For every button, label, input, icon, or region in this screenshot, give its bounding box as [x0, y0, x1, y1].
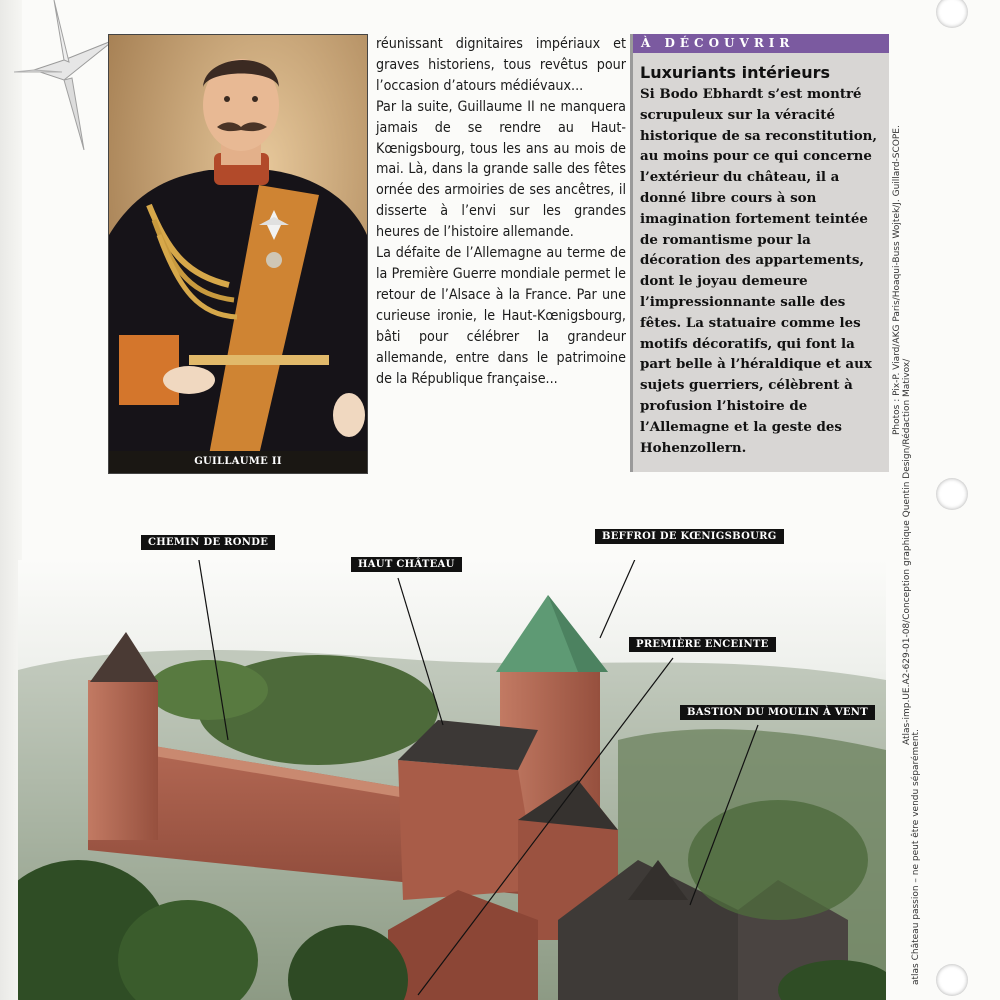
label-bastion: BASTION DU MOULIN À VENT: [680, 705, 875, 720]
paragraph-2: Par la suite, Guillaume II ne manquera jamais de se rendre au Haut-Kœnigsbourg, tous les ans au mois de mai. Là, dans la grande salle des fêtes ornée des armoiries de ses ancêtres, il disserte à l’envi sur les grandes heures de l’histoire allemande.: [376, 98, 626, 241]
credits-line-2: Atlas-imp.UE.A2-629-01-08/Conception graphique Quentin Design/Rédaction Mativox/: [902, 358, 912, 745]
credits-line-1: Photos : Pix-P. Viard/AKG Paris/Hoaqui-Buss Wojtek/J. Guillard-SCOPE.: [892, 125, 902, 435]
main-text-column: [376, 34, 626, 389]
label-haut-chateau: HAUT CHÂTEAU: [351, 557, 462, 572]
portrait-guillaume-ii: [108, 34, 368, 474]
label-beffroi: BEFFROI DE KŒNIGSBOURG: [595, 529, 784, 544]
binder-hole-middle: [936, 478, 968, 510]
portrait-illustration: [109, 35, 367, 473]
binder-hole-bottom: [936, 964, 968, 996]
credits-line-3: atlas Château passion – ne peut être vendu séparément.: [911, 729, 921, 985]
binder-hole-top: [936, 0, 968, 28]
sidebar-body: Si Bodo Ebhardt s’est montré scrupuleux sur la véracité historique de sa reconstitution, au moins pour ce qui concerne l’extérieur du château, il a donné libre cours à son imagination fortement teintée de romantisme pour la décoration des appartements, dont le joyau demeure l’impressionnante salle des fêtes. La statuaire comme les motifs décoratifs, qui font la part belle à l’héraldique et aux sujets guerriers, célèbrent à profusion l’histoire de l’Allemagne et la geste des Hohenzollern.: [640, 86, 878, 456]
a-decouvrir-sidebar: [630, 34, 889, 472]
foreground-trees-right: [688, 800, 868, 920]
castle-photo: [18, 560, 886, 1000]
haut-chateau-block: [398, 760, 538, 900]
portrait-caption: GUILLAUME II: [109, 451, 367, 473]
label-premiere-enceinte: PREMIÈRE ENCEINTE: [629, 637, 776, 652]
sidebar-title: Luxuriants intérieurs: [640, 63, 831, 82]
label-chemin-de-ronde: CHEMIN DE RONDE: [141, 535, 275, 550]
paragraph-1: réunissant dignitaires impériaux et graves historiens, tous revêtus pour l’occasion d’atours médiévaux...: [376, 36, 626, 94]
credits-vertical: [886, 125, 921, 985]
sidebar-header: À DÉCOUVRIR: [633, 34, 889, 53]
left-tower: [88, 680, 158, 840]
paragraph-3: La défaite de l’Allemagne au terme de la Première Guerre mondiale permet le retour de l’Alsace à la France. Par une curieuse ironie, le Haut-Kœnigsbourg, bâti pour célébrer la grandeur allemande, entre dans le patrimoine de la République française...: [376, 245, 626, 387]
